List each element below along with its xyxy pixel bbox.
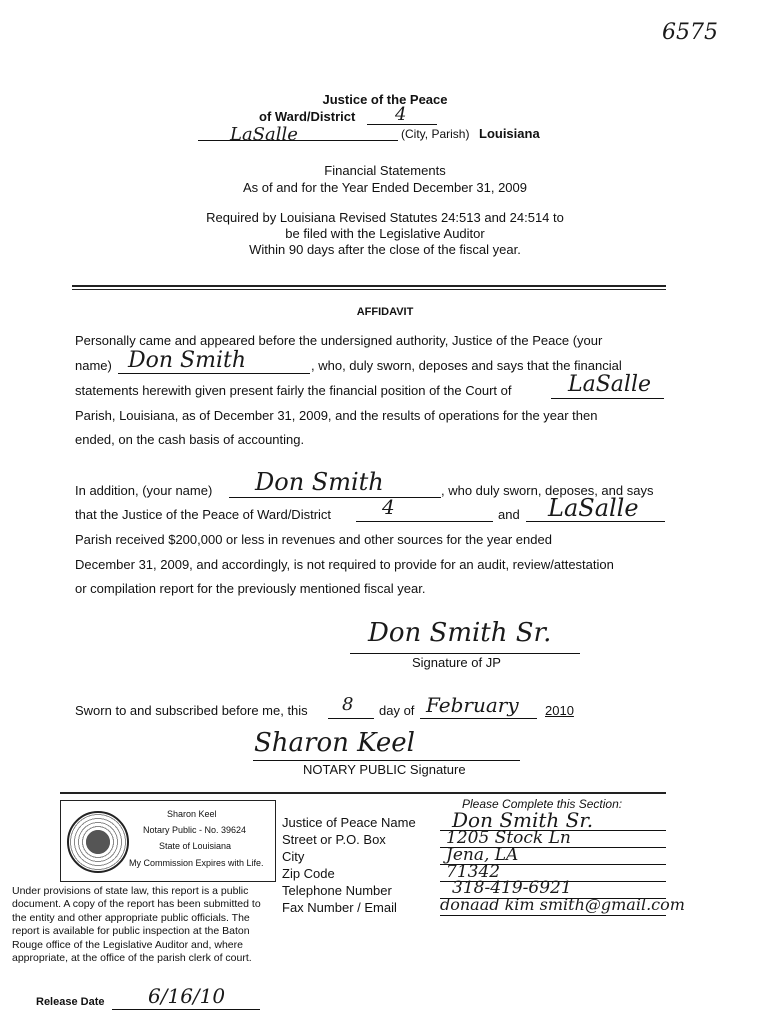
name-line-2 bbox=[229, 497, 441, 498]
value-street: 1205 Stock Ln bbox=[446, 828, 571, 848]
affidavit-p2-line2: , who duly sworn, deposes, and says bbox=[441, 483, 654, 498]
affidavit-p2-line3: that the Justice of the Peace of Ward/District bbox=[75, 507, 332, 522]
affidavit-p2-line1: In addition, (your name) bbox=[75, 483, 213, 498]
court-line bbox=[551, 398, 664, 399]
label-zip: Zip Code bbox=[282, 866, 335, 881]
affidavit-p1-line3: statements herewith given present fairly the financial position of the Court of bbox=[75, 383, 512, 398]
document-number: 6575 bbox=[662, 20, 718, 45]
stamp-state: State of Louisiana bbox=[159, 841, 232, 851]
jp-name-1: Don Smith bbox=[128, 348, 247, 373]
notary-label: NOTARY PUBLIC Signature bbox=[303, 762, 466, 777]
stamp-number: Notary Public - No. 39624 bbox=[143, 825, 247, 835]
affidavit-p2-line6: or compilation report for the previously mentioned fiscal year. bbox=[75, 581, 426, 596]
stamp-name: Sharon Keel bbox=[167, 809, 217, 819]
jp-signature-label: Signature of JP bbox=[412, 655, 501, 670]
subtitle-financial: Financial Statements bbox=[324, 163, 446, 178]
city-line bbox=[198, 140, 398, 141]
affidavit-p1-line2: , who, duly sworn, deposes and says that the financial bbox=[311, 358, 622, 373]
affidavit-p1-line4: Parish, Louisiana, as of December 31, 2009, and the results of operations for the year then bbox=[75, 408, 598, 423]
court-value: LaSalle bbox=[568, 372, 652, 397]
value-email: donaad kim smith@gmail.com bbox=[440, 895, 685, 914]
city-value: LaSalle bbox=[230, 124, 298, 145]
divider-top-2 bbox=[72, 289, 666, 290]
ward-value-2: 4 bbox=[382, 495, 395, 519]
release-date-value: 6/16/10 bbox=[148, 984, 226, 1008]
contact-line-6 bbox=[440, 915, 666, 916]
affidavit-p2-line4: Parish received $200,000 or less in revenues and other sources for the year ended bbox=[75, 532, 552, 547]
value-zip: 71342 bbox=[446, 862, 501, 882]
city-label: (City, Parish) bbox=[401, 127, 470, 141]
value-jp-name: Don Smith Sr. bbox=[452, 808, 594, 832]
public-notice: Under provisions of state law, this report is a public document. A copy of the report has been submitted to the entity and other appropriate public officials. The report is available for public inspection at the Baton Rouge office of the Legislative Auditor and, where appropriate, at the office of the parish clerk of court. bbox=[12, 885, 261, 965]
label-telephone: Telephone Number bbox=[282, 883, 392, 898]
value-city: Jena, LA bbox=[446, 845, 519, 865]
stamp-commission: My Commission Expires with Life. bbox=[129, 858, 264, 868]
sworn-day-line bbox=[328, 718, 374, 719]
label-city: City bbox=[282, 849, 305, 864]
notary-seal-icon bbox=[67, 811, 129, 873]
sworn-text: Sworn to and subscribed before me, this bbox=[75, 703, 308, 718]
day-of-label: day of bbox=[379, 703, 415, 718]
label-jp-name: Justice of Peace Name bbox=[282, 815, 416, 830]
jp-signature: Don Smith Sr. bbox=[368, 618, 552, 648]
subtitle-statutes: Required by Louisiana Revised Statutes 24:513 and 24:514 to bbox=[206, 210, 564, 225]
sworn-year: 2010 bbox=[545, 703, 574, 718]
affidavit-p1-line1: Personally came and appeared before the undersigned authority, Justice of the Peace (your bbox=[75, 333, 603, 348]
sworn-month: February bbox=[426, 693, 519, 717]
ward-label: of Ward/District bbox=[259, 109, 356, 124]
affidavit-name-label: name) bbox=[75, 358, 112, 373]
release-date-line bbox=[112, 1009, 260, 1010]
subtitle-deadline: Within 90 days after the close of the fiscal year. bbox=[249, 242, 521, 257]
value-telephone: 318-419-6921 bbox=[452, 878, 572, 898]
name-line-1 bbox=[118, 373, 310, 374]
divider-top bbox=[72, 285, 666, 287]
sworn-day: 8 bbox=[342, 694, 354, 715]
affidavit-p1-line5: ended, on the cash basis of accounting. bbox=[75, 432, 305, 447]
sworn-month-line bbox=[420, 718, 537, 719]
subtitle-auditor: be filed with the Legislative Auditor bbox=[285, 226, 485, 241]
label-street: Street or P.O. Box bbox=[282, 832, 386, 847]
notary-signature: Sharon Keel bbox=[254, 728, 415, 758]
ward-value: 4 bbox=[395, 104, 407, 125]
parish-value: LaSalle bbox=[548, 494, 639, 522]
affidavit-heading: AFFIDAVIT bbox=[356, 306, 414, 318]
label-fax-email: Fax Number / Email bbox=[282, 900, 397, 915]
divider-bottom bbox=[60, 792, 666, 794]
jp-signature-line bbox=[350, 653, 580, 654]
state-label: Louisiana bbox=[479, 126, 540, 141]
please-complete: Please Complete this Section: bbox=[462, 797, 623, 811]
header-title: Justice of the Peace bbox=[322, 92, 448, 107]
affidavit-p2-line5: December 31, 2009, and accordingly, is not required to provide for an audit, review/attestation bbox=[75, 557, 614, 572]
ward-line-2 bbox=[356, 521, 493, 522]
subtitle-period: As of and for the Year Ended December 31, 2009 bbox=[242, 180, 528, 195]
and-label: and bbox=[498, 507, 520, 522]
notary-signature-line bbox=[253, 760, 520, 761]
notary-stamp bbox=[60, 800, 276, 882]
jp-name-2: Don Smith bbox=[255, 468, 384, 496]
release-date-label: Release Date bbox=[36, 996, 105, 1008]
